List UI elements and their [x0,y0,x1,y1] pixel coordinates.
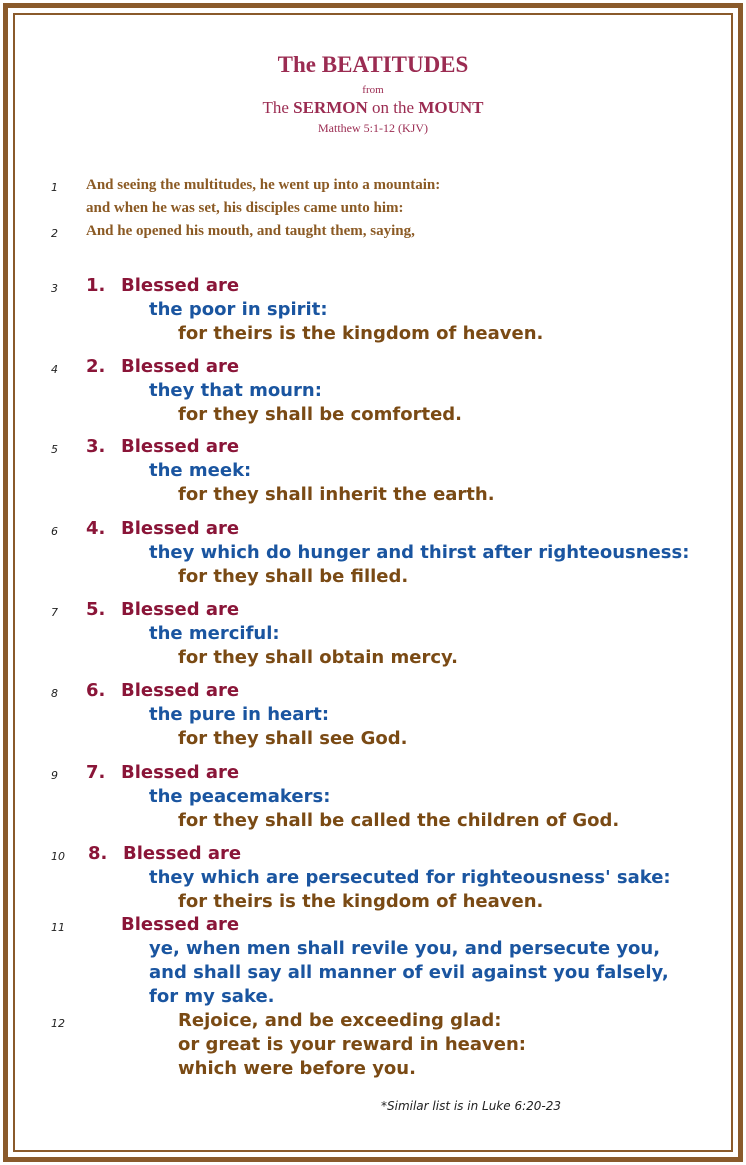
intro-line: and when he was set, his disciples came unto him: [86,200,404,216]
verse-number: 7 [51,606,58,619]
verse-number: 3 [51,282,58,295]
verse-number: 12 [51,1017,65,1030]
beatitude-subject: ye, when men shall revile you, and persecute you, [149,938,661,959]
beatitude-promise: for they shall be comforted. [178,404,463,425]
intro-line: And seeing the multitudes, he went up into a mountain: [86,177,441,193]
beatitude-subject: for my sake. [149,986,275,1007]
beatitude-subject: the poor in spirit: [149,299,328,320]
beatitude-promise: for they shall see God. [178,728,408,749]
verse-number: 4 [51,363,58,376]
verse-number: 10 [51,850,65,863]
verse-number: 2 [51,227,58,240]
beatitude-number: 6. [86,680,106,701]
beatitude-number: 5. [86,599,106,620]
beatitude-promise: Rejoice, and be exceeding glad: [178,1010,502,1031]
verse-number: 8 [51,687,58,700]
beatitude-subject: they which do hunger and thirst after righteousness: [149,542,690,563]
intro-line: And he opened his mouth, and taught them, saying, [86,223,415,239]
beatitude-subject: the peacemakers: [149,786,331,807]
beatitude-promise: for theirs is the kingdom of heaven. [178,323,544,344]
beatitude-promise: for they shall be called the children of God. [178,810,620,831]
page-title: The BEATITUDES [277,52,469,77]
beatitude-promise: for they shall obtain mercy. [178,647,458,668]
blessed-are: Blessed are [121,518,240,539]
blessed-are: Blessed are [121,762,240,783]
beatitude-subject: they which are persecuted for righteousness' sake: [149,867,671,888]
beatitude-number: 2. [86,356,106,377]
beatitude-subject: the pure in heart: [149,704,330,725]
beatitude-number: 7. [86,762,106,783]
beatitude-promise: for they shall be filled. [178,566,409,587]
blessed-are: Blessed are [121,436,240,457]
blessed-are: Blessed are [121,356,240,377]
blessed-are: Blessed are [121,275,240,296]
beatitude-promise: which were before you. [178,1058,416,1079]
beatitude-subject: the merciful: [149,623,280,644]
beatitude-subject: the meek: [149,460,252,481]
from-label: from [362,84,384,96]
footnote-reference: Luke 6:20-23 [482,1099,561,1113]
verse-number: 11 [51,921,65,934]
beatitude-number: 3. [86,436,106,457]
beatitude-number: 1. [86,275,106,296]
blessed-are: Blessed are [121,914,240,935]
beatitude-subject: they that mourn: [149,380,322,401]
verse-number: 1 [51,181,58,194]
beatitude-subject: and shall say all manner of evil against you falsely, [149,962,669,983]
beatitude-promise: for they shall inherit the earth. [178,484,495,505]
blessed-are: Blessed are [121,599,240,620]
beatitude-promise: or great is your reward in heaven: [178,1034,526,1055]
verse-number: 6 [51,525,58,538]
beatitude-promise: for theirs is the kingdom of heaven. [178,891,544,912]
page-subtitle: The SERMON on the MOUNT [262,98,484,117]
verse-number: 9 [51,769,58,782]
verse-number: 5 [51,443,58,456]
scripture-reference: Matthew 5:1-12 (KJV) [318,121,428,135]
beatitude-number: 8. [88,843,108,864]
blessed-are: Blessed are [123,843,242,864]
footnote: *Similar list is in Luke 6:20-23 [381,1099,561,1113]
beatitude-number: 4. [86,518,106,539]
blessed-are: Blessed are [121,680,240,701]
